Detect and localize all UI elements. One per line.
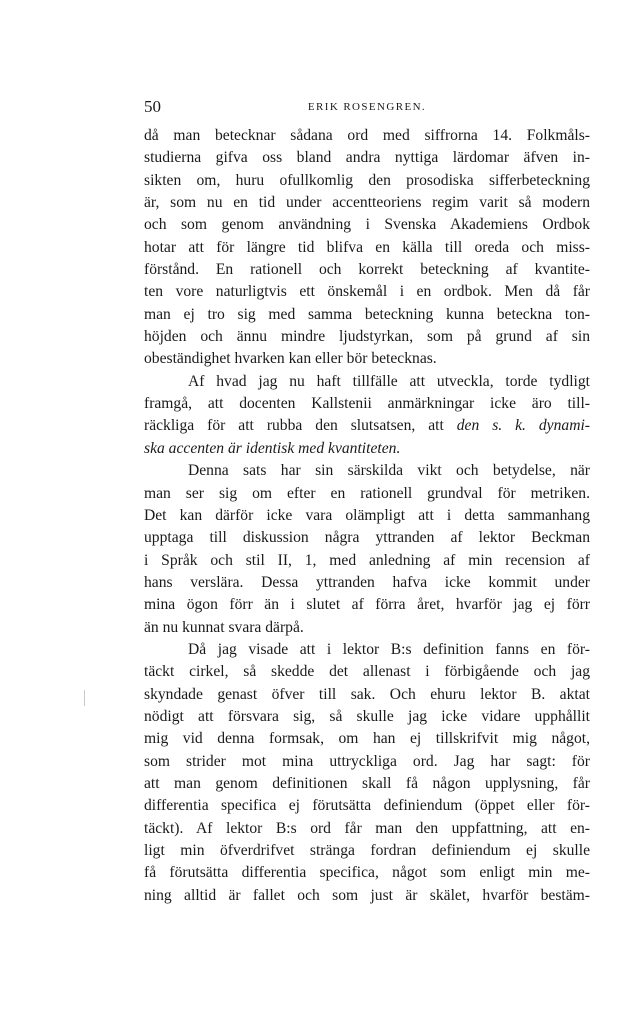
- page-header: [144, 94, 590, 120]
- text-line: hotar att för längre tid blifva en källa till oreda och miss-: [144, 238, 590, 256]
- text-line: Då jag visade att i lektor B:s definition fanns en för-: [188, 640, 590, 658]
- text-line: ligt min öfverdrifvet stränga fordran definiendum ej skulle: [144, 842, 590, 859]
- text-line: Af hvad jag nu haft tillfälle att utveckla, torde tydligt: [188, 372, 590, 390]
- text-line: i Språk och stil II, 1, med anledning af min recension af: [144, 551, 590, 569]
- text-line: täckt cirkel, så skedde det allenast i förbigående och jag: [144, 663, 590, 681]
- text-line: höjden och ännu mindre ljudstyrkan, som på grund af sin: [144, 328, 590, 346]
- text-line: är, som nu en tid under accentteoriens regim varit så modern: [144, 194, 590, 212]
- text-line: man ser sig om efter en rationell grundval för metriken.: [144, 484, 590, 502]
- text-line: [144, 438, 590, 460]
- text-segment: räckliga för att rubba den slutsatsen, att: [144, 417, 457, 435]
- text-line: man ej tro sig med samma beteckning kunna beteckna ton-: [144, 305, 590, 323]
- text-line: mina ögon förr än i slutet af förra året, hvarför jag ej förr: [144, 596, 590, 614]
- text-line: nödigt att försvara sig, så skulle jag icke vidare upphållit: [144, 707, 590, 725]
- text-line: framgå, att docenten Kallstenii anmärkningar icke äro till-: [144, 395, 590, 413]
- italic-phrase: den s. k. dynami-: [456, 417, 590, 435]
- text-line: och som genom användning i Svenska Akademiens Ordbok: [144, 216, 590, 234]
- text-line: skyndade genast öfver till sak. Och ehuru lektor B. aktat: [144, 685, 590, 703]
- text-line: mig vid denna formsak, om han ej tillskrifvit mig något,: [144, 730, 590, 748]
- italic-phrase: ska accenten är identisk med kvantiteten.: [144, 439, 401, 457]
- text-line: förstånd. En rationell och korrekt beteckning af kvantite-: [144, 261, 590, 279]
- text-line: att man genom definitionen skall få någon upplysning, får: [144, 774, 590, 792]
- text-line: Denna sats har sin särskilda vikt och betydelse, när: [188, 462, 590, 480]
- text-line: [144, 415, 590, 437]
- text-line: täckt). Af lektor B:s ord får man den uppfattning, att en-: [144, 819, 590, 837]
- text-line: ten vore naturligtvis ett önskemål i en ordbok. Men då får: [144, 283, 590, 301]
- text-line: få förutsätta differentia specifica, något som enligt min me-: [144, 864, 590, 882]
- text-line: ning alltid är fallet och som just är skälet, hvarför bestäm-: [144, 886, 590, 904]
- text-line: då man betecknar sådana ord med siffrorna 14. Folkmåls-: [144, 127, 590, 144]
- running-head: ERIK ROSENGREN.: [307, 101, 427, 113]
- text-line: hans verslära. Dessa yttranden hafva icke kommit under: [144, 573, 590, 591]
- text-line: obeständighet hvarken kan eller bör betecknas.: [144, 350, 437, 368]
- text-line: som strider mot mina uttryckliga ord. Jag har sagt: för: [144, 752, 590, 770]
- text-line: differentia specifica ej förutsätta definiendum (öppet eller för-: [144, 797, 590, 815]
- text-line: studierna gifva oss bland andra nyttiga lärdomar äfven in-: [144, 149, 590, 167]
- text-line: sikten om, huru ofullkomlig den prosodiska sifferbeteckning: [144, 171, 590, 189]
- margin-mark: [84, 690, 85, 706]
- page-number: 50: [144, 97, 161, 116]
- text-line: än nu kunnat svara därpå.: [144, 618, 304, 636]
- text-line: Det kan därför icke vara olämpligt att i detta sammanhang: [144, 506, 590, 524]
- text-line: upptaga till diskussion några yttranden af lektor Beckman: [144, 529, 590, 547]
- body-text: [144, 125, 590, 907]
